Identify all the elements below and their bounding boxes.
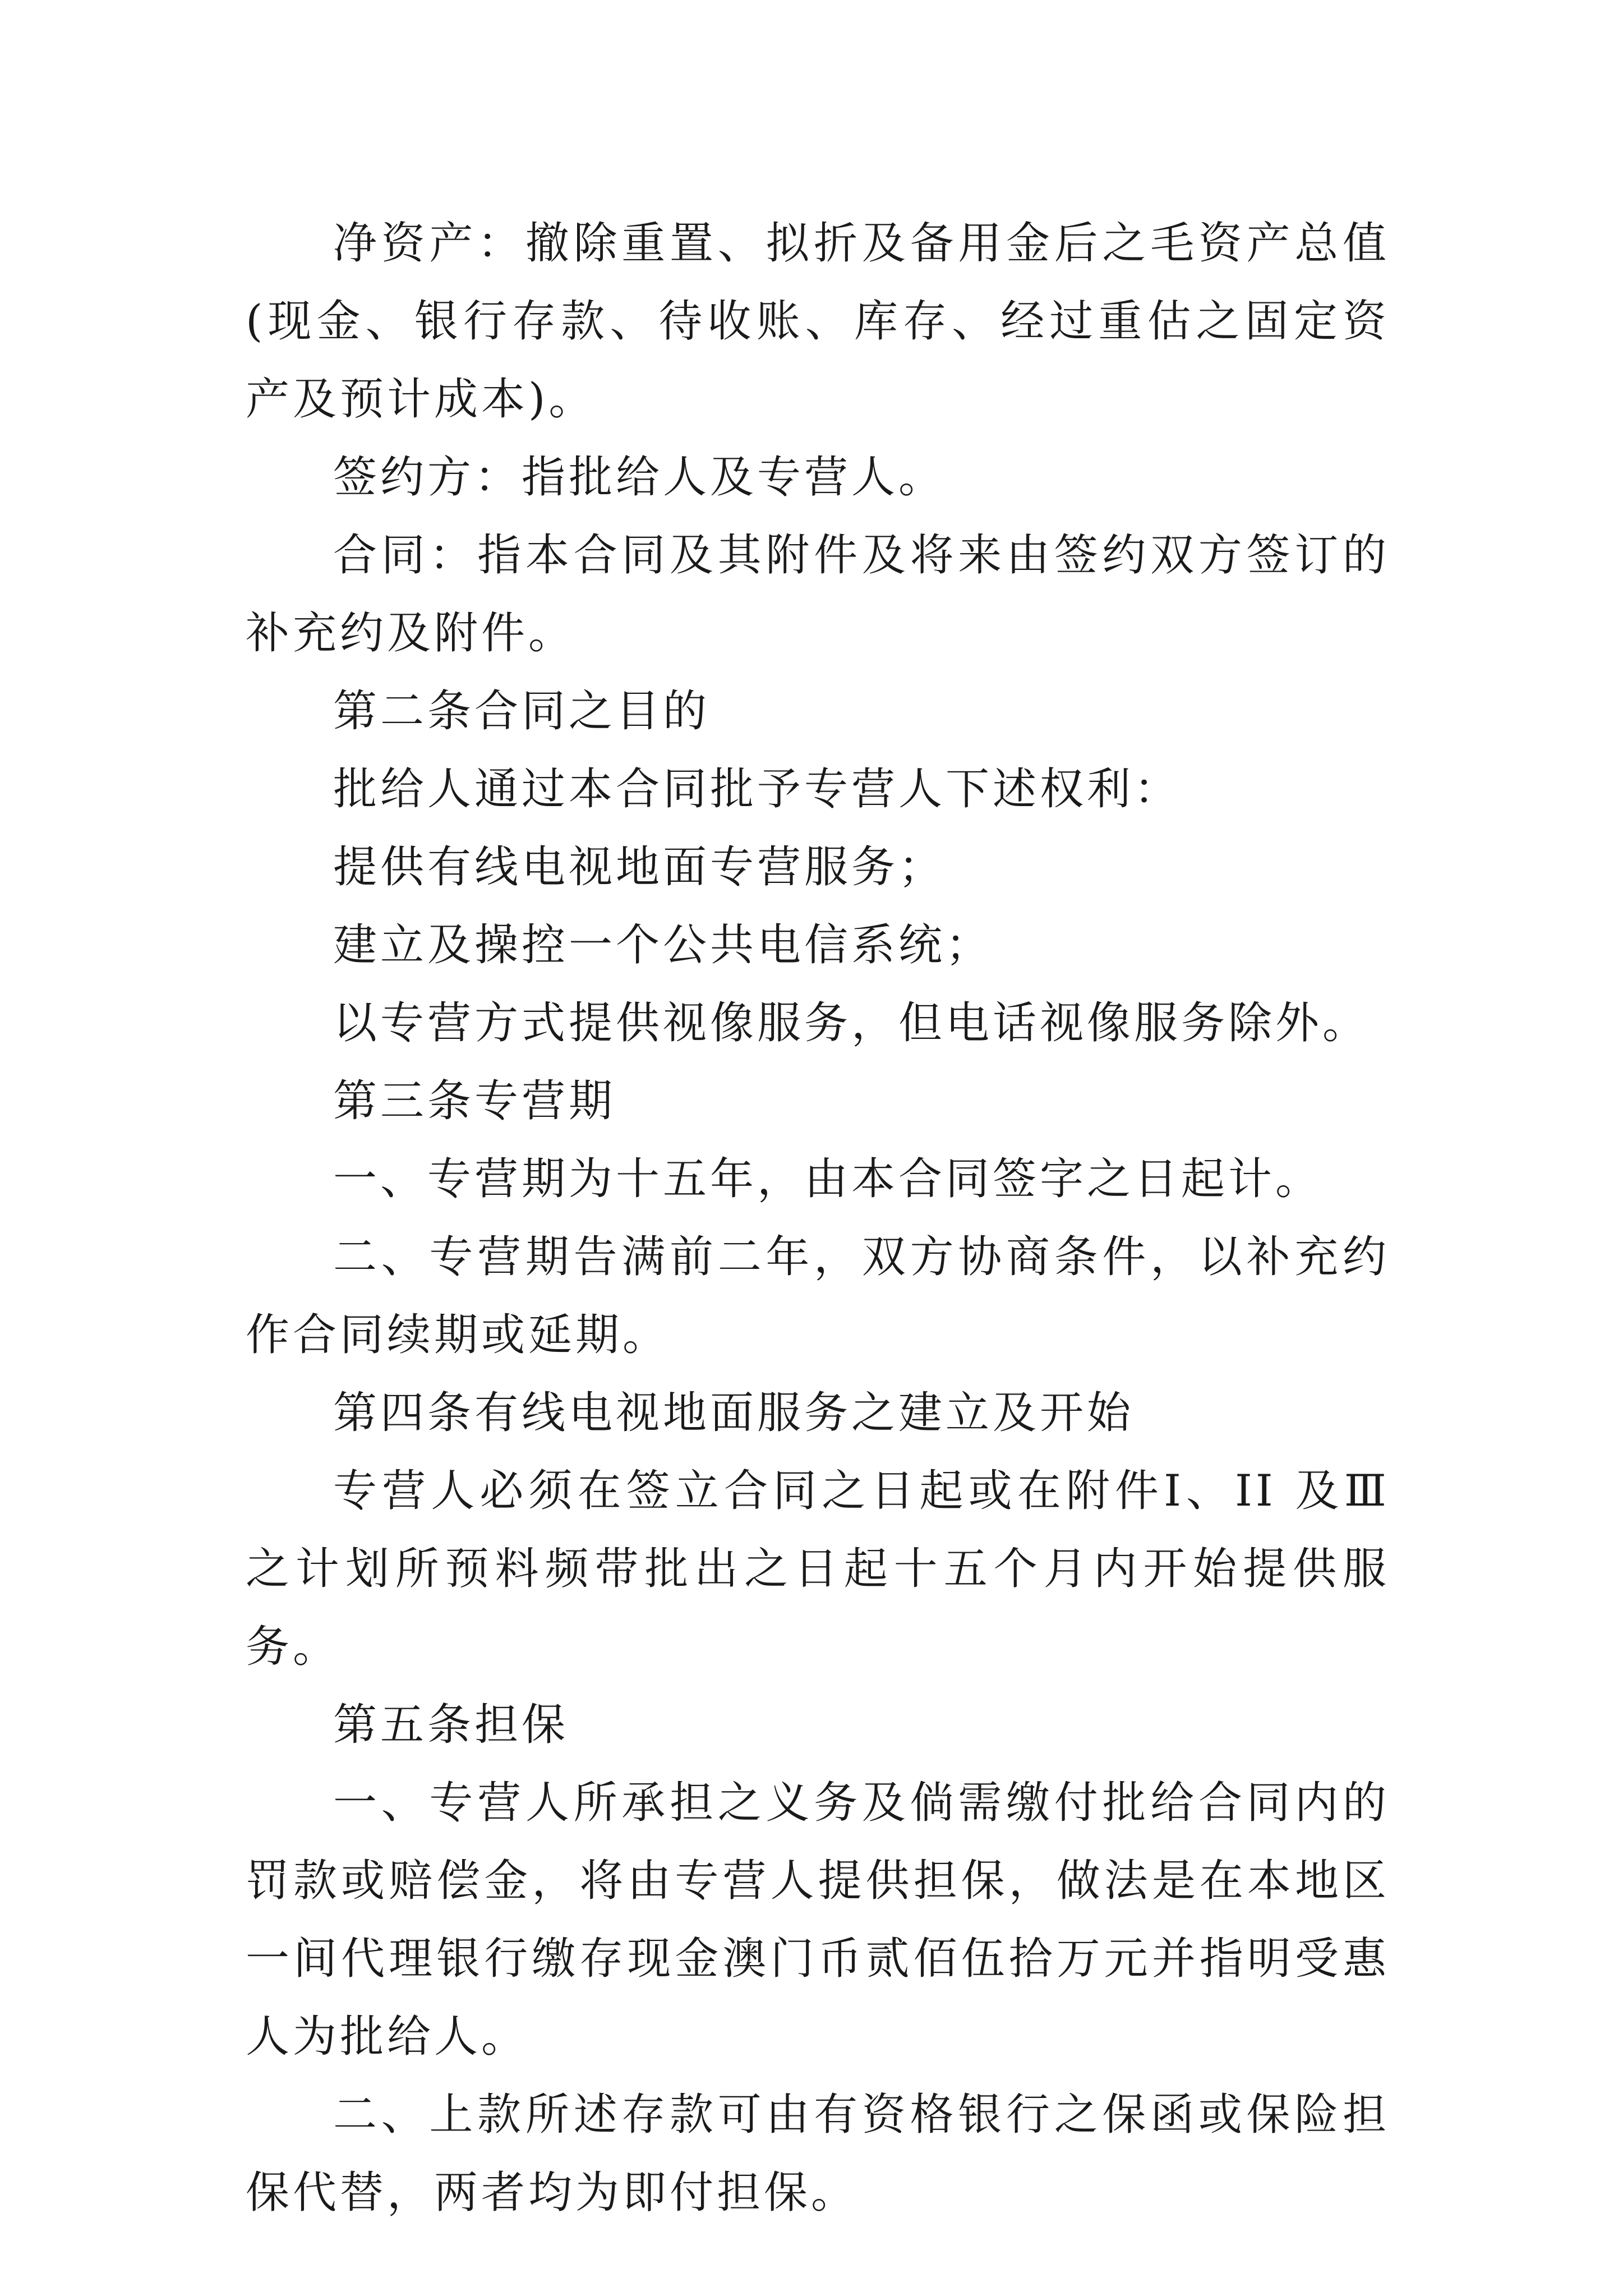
list-item-telecom-system: 建立及操控一个公共电信系统； xyxy=(333,920,993,970)
paragraph-term-1: 一、专营期为十五年，由本合同签字之日起计。 xyxy=(333,1154,1323,1204)
paragraph-term-2: 二、专营期告满前二年，双方协商条件，以补充约作合同续期或延期。 xyxy=(246,1232,1390,1360)
article-2-heading: 第二条合同之目的 xyxy=(333,686,711,737)
list-item-cable-tv-service: 提供有线电视地面专营服务； xyxy=(333,842,946,892)
paragraph-service-start: 专营人必须在签立合同之日起或在附件Ⅰ、II 及Ⅲ之计划所预料频带批出之日起十五个月内开始提供服务。 xyxy=(246,1466,1390,1672)
article-4-heading: 第四条有线电视地面服务之建立及开始 xyxy=(333,1388,1135,1438)
paragraph-net-assets: 净资产：撤除重置、拟折及备用金后之毛资产总值(现金、银行存款、待收账、库存、经过重估之固定资产及预计成本)。 xyxy=(246,218,1390,425)
paragraph-guarantee-2: 二、上款所述存款可由有资格银行之保函或保险担保代替，两者均为即付担保。 xyxy=(246,2090,1390,2218)
paragraph-guarantee-1: 一、专营人所承担之义务及倘需缴付批给合同内的罚款或赔偿金，将由专营人提供担保，做法是在本地区一间代理银行缴存现金澳门币贰佰伍拾万元并指明受惠人为批给人。 xyxy=(246,1778,1390,2062)
paragraph-signing-parties: 签约方：指批给人及专营人。 xyxy=(333,452,946,503)
article-3-heading: 第三条专营期 xyxy=(333,1076,616,1126)
article-5-heading: 第五条担保 xyxy=(333,1700,569,1750)
document-body xyxy=(246,205,1390,2232)
list-item-video-service: 以专营方式提供视像服务，但电话视像服务除外。 xyxy=(333,998,1370,1048)
paragraph-rights-granted: 批给人通过本合同批予专营人下述权利： xyxy=(333,764,1182,815)
paragraph-contract-definition: 合同：指本合同及其附件及将来由签约双方签订的补充约及附件。 xyxy=(246,530,1390,659)
